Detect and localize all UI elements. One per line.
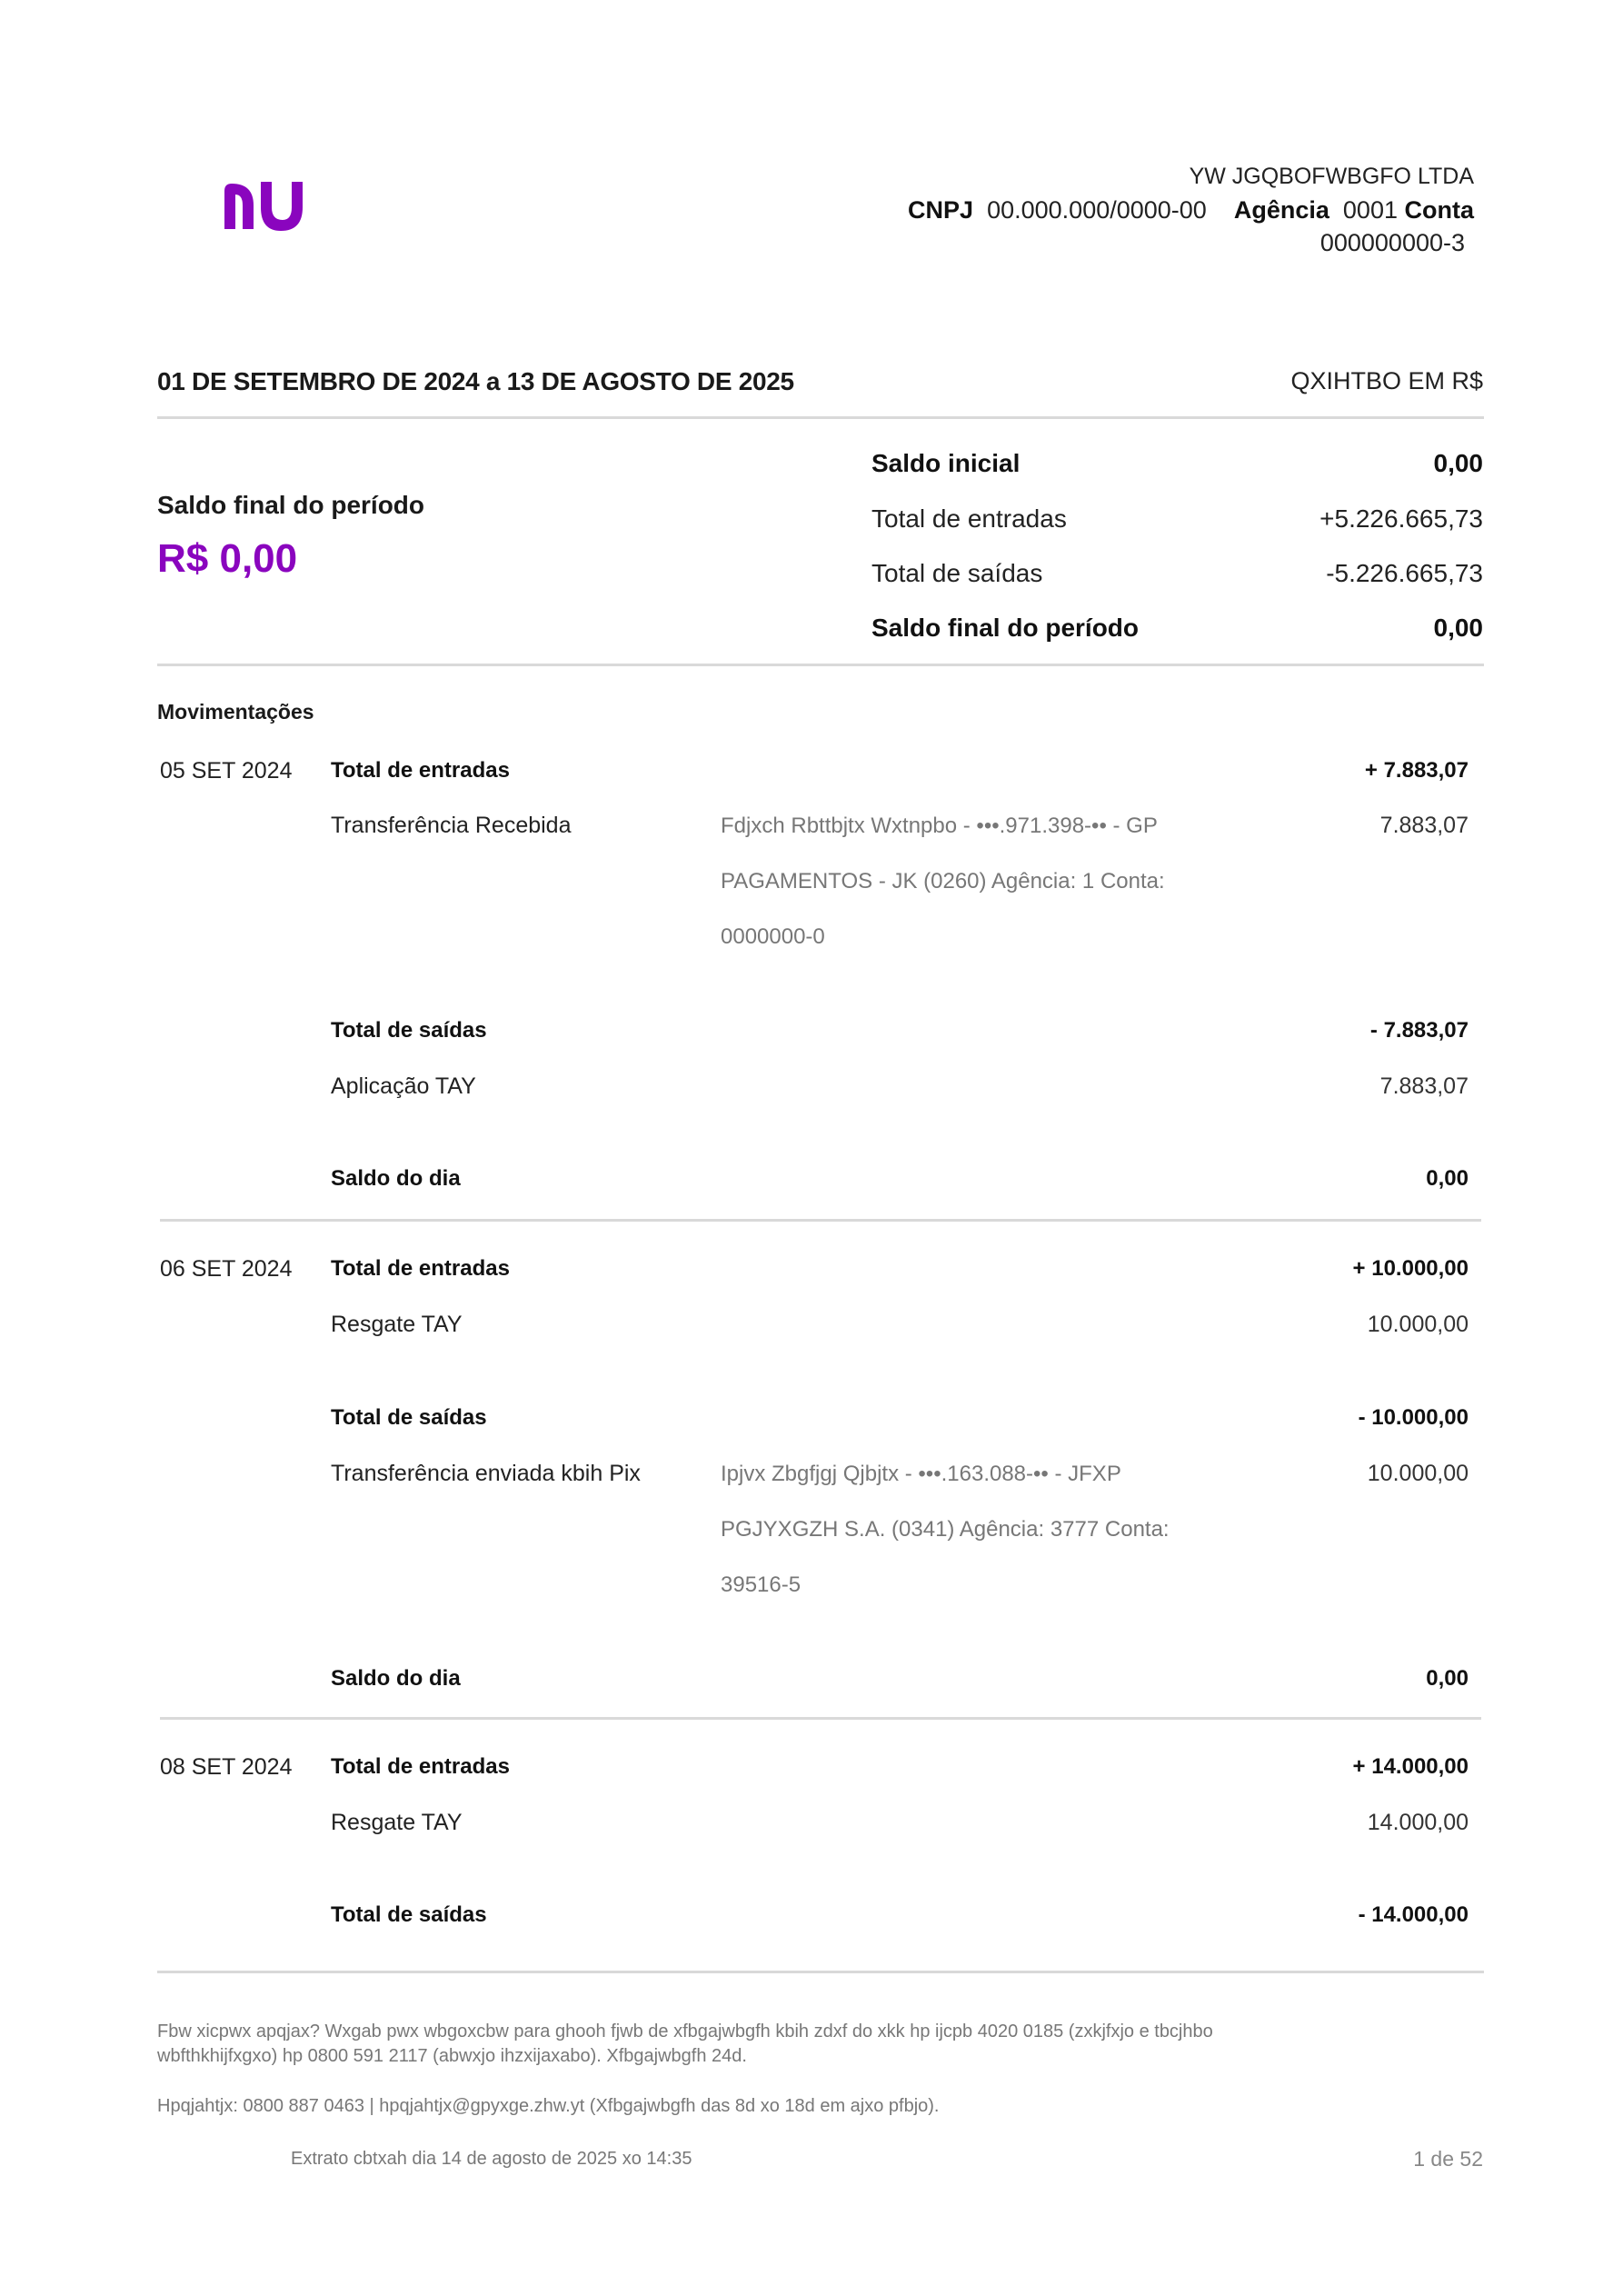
divider [160, 1717, 1481, 1720]
daily-balance-label: Saldo do dia [331, 1166, 461, 1191]
summary-label-inflows: Total de entradas [871, 504, 1067, 533]
outflows-total-label: Total de saídas [331, 1018, 487, 1043]
inflows-total-value: + 14.000,00 [1352, 1754, 1469, 1779]
help-text: Fbw xicpwx apqjax? Wxgab pwx wbgoxcbw para ghooh fjwb de xfbgajwbgfh kbih zdxf do xkk hp ijcpb 4020 0185 (zxkjfxjo e tbcjhbo wbfthkhijfxgxo) hp 0800 591 2117 (abwxjo ihzxijaxabo). Xfbgajwbgfh 24d. [157, 2021, 1213, 2066]
day-date: 06 SET 2024 [160, 1256, 293, 1282]
outflows-total-value: - 7.883,07 [1369, 1018, 1469, 1043]
transaction-value: 10.000,00 [1367, 1461, 1469, 1486]
inflows-total-value: + 7.883,07 [1364, 758, 1469, 783]
transaction-label: Resgate TAY [331, 1312, 463, 1337]
nubank-logo [221, 178, 314, 233]
inflows-total-value: + 10.000,00 [1352, 1256, 1469, 1281]
summary-value-inflows: +5.226.665,73 [1319, 504, 1483, 533]
divider [157, 416, 1484, 419]
summary-label-initial: Saldo inicial [871, 449, 1021, 477]
transaction-value: 14.000,00 [1367, 1810, 1469, 1835]
agencia-value: 0001 [1342, 196, 1398, 224]
divider [157, 664, 1484, 666]
summary-label-final: Saldo final do período [871, 614, 1139, 642]
movements-title: Movimentações [157, 700, 314, 724]
day-date: 05 SET 2024 [160, 758, 293, 784]
daily-balance-value: 0,00 [1426, 1666, 1469, 1691]
transaction-label: Transferência enviada kbih Pix [331, 1461, 641, 1486]
transaction-value: 7.883,07 [1379, 1073, 1469, 1099]
outflows-total-value: - 10.000,00 [1358, 1405, 1469, 1430]
outflows-total-value: - 14.000,00 [1358, 1902, 1469, 1927]
conta-value: 000000000-3 [1319, 229, 1465, 256]
outflows-total-label: Total de saídas [331, 1902, 487, 1927]
company-name: YW JGQBOFWBGFO LTDA [1189, 164, 1474, 189]
final-balance-label: Saldo final do período [157, 491, 424, 519]
summary-label-outflows: Total de saídas [871, 559, 1043, 587]
divider [160, 1219, 1481, 1222]
summary-value-initial: 0,00 [1433, 449, 1483, 477]
transaction-label: Aplicação TAY [331, 1073, 476, 1099]
summary-value-outflows: -5.226.665,73 [1326, 559, 1483, 587]
cnpj-value: 00.000.000/0000-00 [987, 196, 1207, 224]
day-date: 08 SET 2024 [160, 1754, 293, 1780]
outflows-total-label: Total de saídas [331, 1405, 487, 1430]
transaction-label: Transferência Recebida [331, 813, 572, 838]
transaction-label: Resgate TAY [331, 1810, 463, 1835]
transaction-value: 10.000,00 [1367, 1312, 1469, 1337]
currency-note: QXIHTBO EM R$ [1290, 367, 1483, 394]
cnpj-label: CNPJ [908, 196, 974, 224]
ombudsman-text: Hpqjahtjx: 0800 887 0463 | hpqjahtjx@gpyxge.zhw.yt (Xfbgajwbgfh das 8d xo 18d em ajxo pfbjo). [157, 2096, 940, 2116]
final-balance-value: R$ 0,00 [157, 536, 298, 581]
account-identifiers [908, 196, 1474, 225]
page-number: 1 de 52 [1413, 2147, 1483, 2171]
summary-value-final: 0,00 [1433, 614, 1483, 642]
transaction-description: Ipjvx Zbgfjgj Qjbjtx - •••.163.088-•• - JFXP PGJYXGZH S.A. (0341) Agência: 3777 Conta: 39516-5 [721, 1462, 1170, 1597]
conta-label: Conta [1404, 196, 1474, 224]
inflows-total-label: Total de entradas [331, 1754, 510, 1779]
transaction-value: 7.883,07 [1379, 813, 1469, 838]
inflows-total-label: Total de entradas [331, 1256, 510, 1281]
agencia-label: Agência [1233, 196, 1329, 224]
divider [157, 1971, 1484, 1973]
generated-timestamp: Extrato cbtxah dia 14 de agosto de 2025 xo 14:35 [291, 2149, 692, 2169]
daily-balance-value: 0,00 [1426, 1166, 1469, 1191]
transaction-description: Fdjxch Rbttbjtx Wxtnpbo - •••.971.398-•• - GP PAGAMENTOS - JK (0260) Agência: 1 Conta: 0000000-0 [721, 814, 1165, 949]
daily-balance-label: Saldo do dia [331, 1666, 461, 1691]
statement-period: 01 DE SETEMBRO DE 2024 a 13 DE AGOSTO DE 2025 [157, 367, 794, 395]
inflows-total-label: Total de entradas [331, 758, 510, 783]
